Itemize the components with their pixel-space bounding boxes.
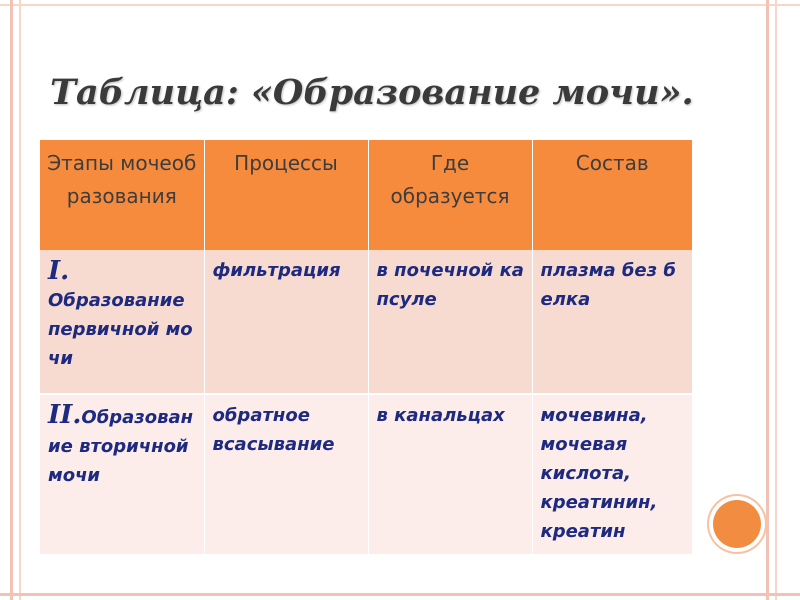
place-cell: в почечной капсуле <box>368 250 532 394</box>
frame-line-left <box>10 0 13 600</box>
stage-name: Образование первичной мочи <box>48 290 193 369</box>
header-location: Где образуется <box>368 140 532 250</box>
stage-cell <box>40 394 204 554</box>
table-header-row <box>40 140 692 250</box>
stage-number: II. <box>48 400 82 430</box>
stage-name: Образование вторичной мочи <box>48 407 194 486</box>
header-stages: Этапы мочеобразования <box>40 140 204 250</box>
stage-cell <box>40 250 204 394</box>
decorative-circle <box>713 500 761 548</box>
composition-cell: мочевина, мочевая кислота, креатинин, креатин <box>540 405 658 542</box>
frame-line-top <box>0 4 800 6</box>
frame-line-right <box>766 0 769 600</box>
frame-line-bottom <box>0 593 800 596</box>
frame-line-right-inner <box>775 0 777 600</box>
place-cell: в канальцах <box>368 394 532 554</box>
slide-title: Таблица: «Образование мочи». <box>50 72 694 113</box>
process-cell: обратное всасывание <box>204 394 368 554</box>
stage-number: I. <box>48 256 70 286</box>
table-row <box>40 394 692 554</box>
header-processes: Процессы <box>204 140 368 250</box>
urine-formation-table <box>40 140 692 554</box>
frame-line-left-inner <box>19 0 21 600</box>
table-row <box>40 250 692 394</box>
process-cell: фильтрация <box>204 250 368 394</box>
header-composition: Состав <box>575 151 649 175</box>
composition-cell: плазма без белка <box>532 250 692 394</box>
